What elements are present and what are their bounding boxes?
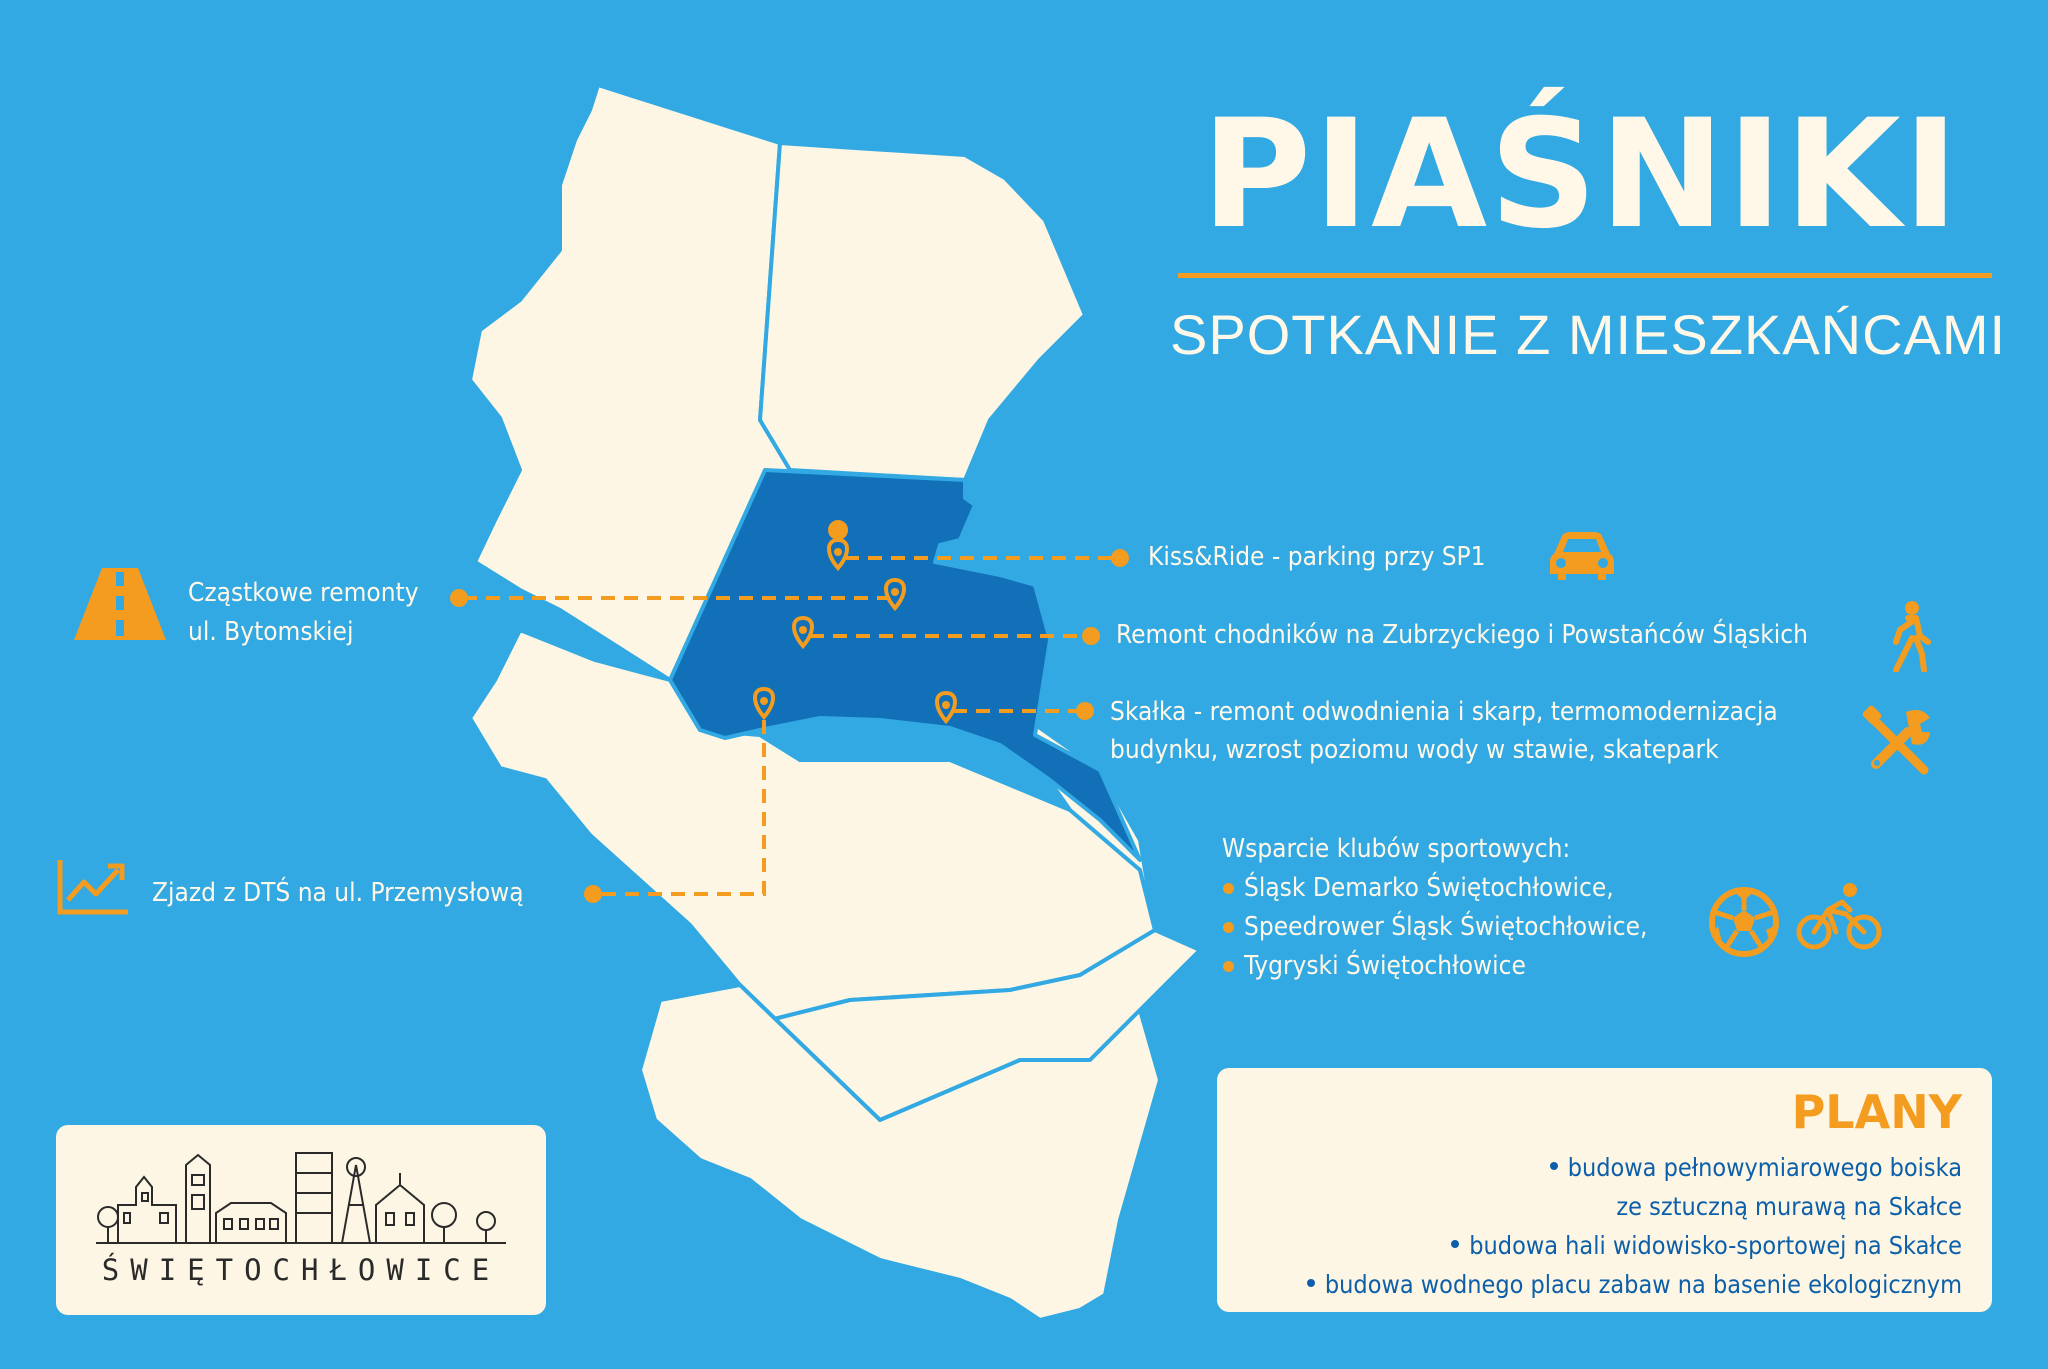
label-skalka-line1: Skałka - remont odwodnienia i skarp, termomodernizacja	[1110, 697, 1778, 727]
list-item: budowa wodnego placu zabaw na basenie ekologicznym	[1237, 1265, 1962, 1304]
list-item: budowa pełnowymiarowego boiska	[1237, 1148, 1962, 1187]
map-pin-icon	[828, 520, 848, 540]
list-item: Speedrower Śląsk Świętochłowice,	[1222, 908, 1647, 947]
title-underline	[1178, 273, 1992, 278]
football-icon	[1708, 886, 1780, 958]
sports-clubs-list	[1222, 830, 1647, 986]
skyline-illustration	[56, 1125, 546, 1255]
list-item: Tygryski Świętochłowice	[1222, 947, 1647, 986]
label-zjazd: Zjazd z DTŚ na ul. Przemysłową	[152, 878, 524, 908]
label-remonty-line2: ul. Bytomskiej	[188, 617, 354, 647]
label-skalka-line2: budynku, wzrost poziomu wody w stawie, skatepark	[1110, 735, 1719, 765]
label-chodniki: Remont chodników na Zubrzyckiego i Powstańców Śląskich	[1116, 620, 1808, 650]
district-north-east[interactable]	[760, 143, 1085, 480]
page-title: PIAŚNIKI	[1201, 88, 1961, 262]
label-kissride: Kiss&Ride - parking przy SP1	[1148, 542, 1486, 572]
city-logo	[56, 1125, 546, 1315]
logo-text: ŚWIĘTOCHŁOWICE	[101, 1253, 501, 1287]
pedestrian-icon	[1888, 600, 1932, 672]
page-subtitle: SPOTKANIE Z MIESZKAŃCAMI	[1170, 303, 2007, 366]
list-item: budowa hali widowisko-sportowej na Skałce	[1237, 1226, 1962, 1265]
plans-panel	[1217, 1068, 1992, 1312]
cyclist-icon	[1796, 880, 1882, 952]
plans-heading: PLANY	[1791, 1085, 1962, 1139]
clubs-heading: Wsparcie klubów sportowych:	[1222, 834, 1571, 864]
label-remonty-line1: Cząstkowe remonty	[188, 578, 419, 608]
list-item: Śląsk Demarko Świętochłowice,	[1222, 869, 1647, 908]
car-icon	[1548, 528, 1616, 582]
road-icon	[72, 566, 168, 642]
list-item: ze sztuczną murawą na Skałce	[1616, 1192, 1962, 1221]
chart-trend-icon	[56, 858, 130, 916]
tools-icon	[1862, 704, 1936, 778]
